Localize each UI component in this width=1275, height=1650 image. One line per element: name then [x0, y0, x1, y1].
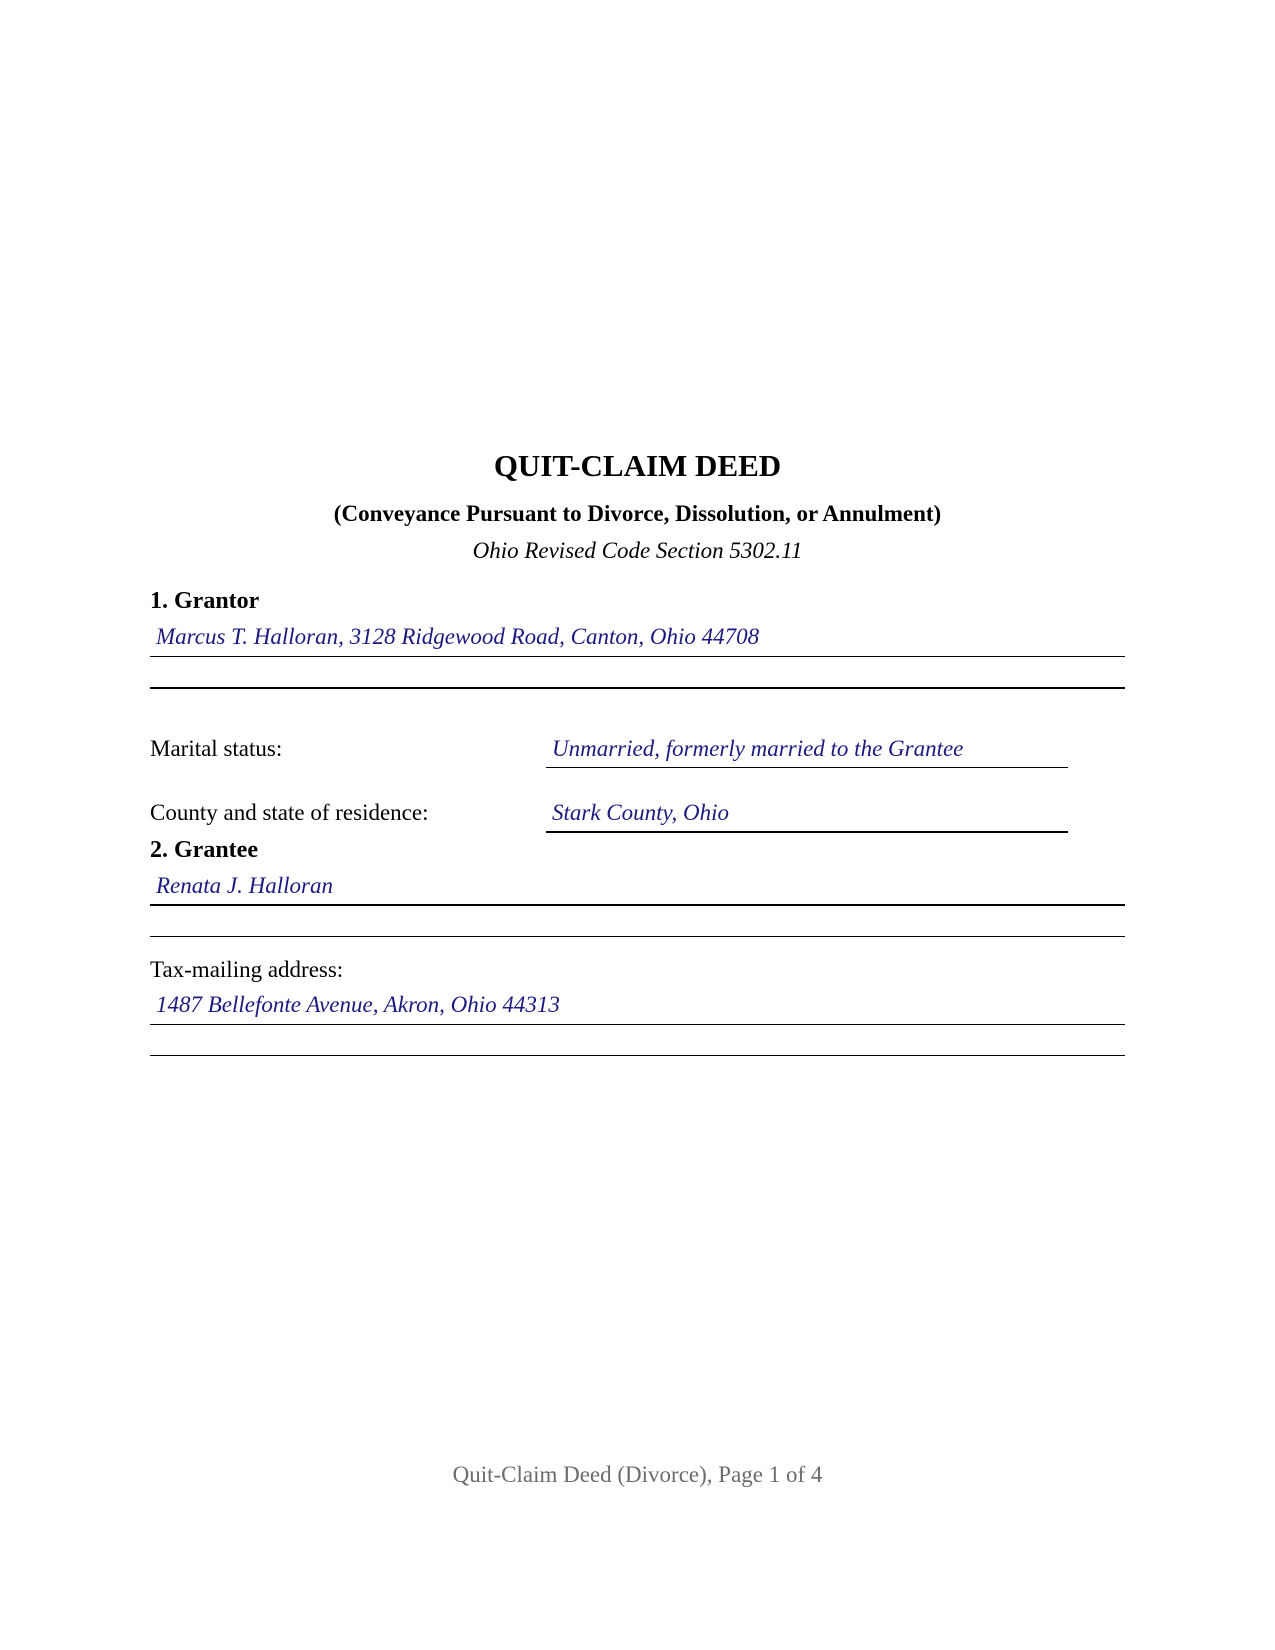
grantee-heading: 2. Grantee [150, 837, 258, 863]
page-footer: Quit-Claim Deed (Divorce), Page 1 of 4 [452, 1462, 823, 1487]
tax-mailing-label: Tax-mailing address: [150, 957, 344, 982]
marital-status-label: Marital status: [150, 736, 283, 761]
grantee-line-1 [150, 904, 1125, 906]
residence-line [546, 831, 1068, 833]
tax-mailing-line-2 [150, 1055, 1125, 1056]
tax-mailing-field[interactable]: 1487 Bellefonte Avenue, Akron, Ohio 44313 [156, 992, 560, 1017]
grantee-name-field[interactable]: Renata J. Halloran [156, 873, 333, 898]
marital-status-line [546, 767, 1068, 768]
residence-label: County and state of residence: [150, 800, 429, 825]
grantor-line-1 [150, 656, 1125, 657]
marital-status-field[interactable]: Unmarried, formerly married to the Grantee [552, 736, 964, 761]
statute-reference: Ohio Revised Code Section 5302.11 [472, 538, 803, 563]
grantor-name-address-field[interactable]: Marcus T. Halloran, 3128 Ridgewood Road, Canton, Ohio 44708 [156, 624, 760, 649]
document-subtitle: (Conveyance Pursuant to Divorce, Dissolution, or Annulment) [333, 501, 942, 526]
residence-field[interactable]: Stark County, Ohio [552, 800, 729, 825]
document-title: QUIT-CLAIM DEED [493, 448, 782, 483]
grantor-heading: 1. Grantor [150, 588, 260, 614]
grantee-line-2 [150, 936, 1125, 937]
grantor-line-2 [150, 687, 1125, 689]
tax-mailing-line-1 [150, 1024, 1125, 1025]
